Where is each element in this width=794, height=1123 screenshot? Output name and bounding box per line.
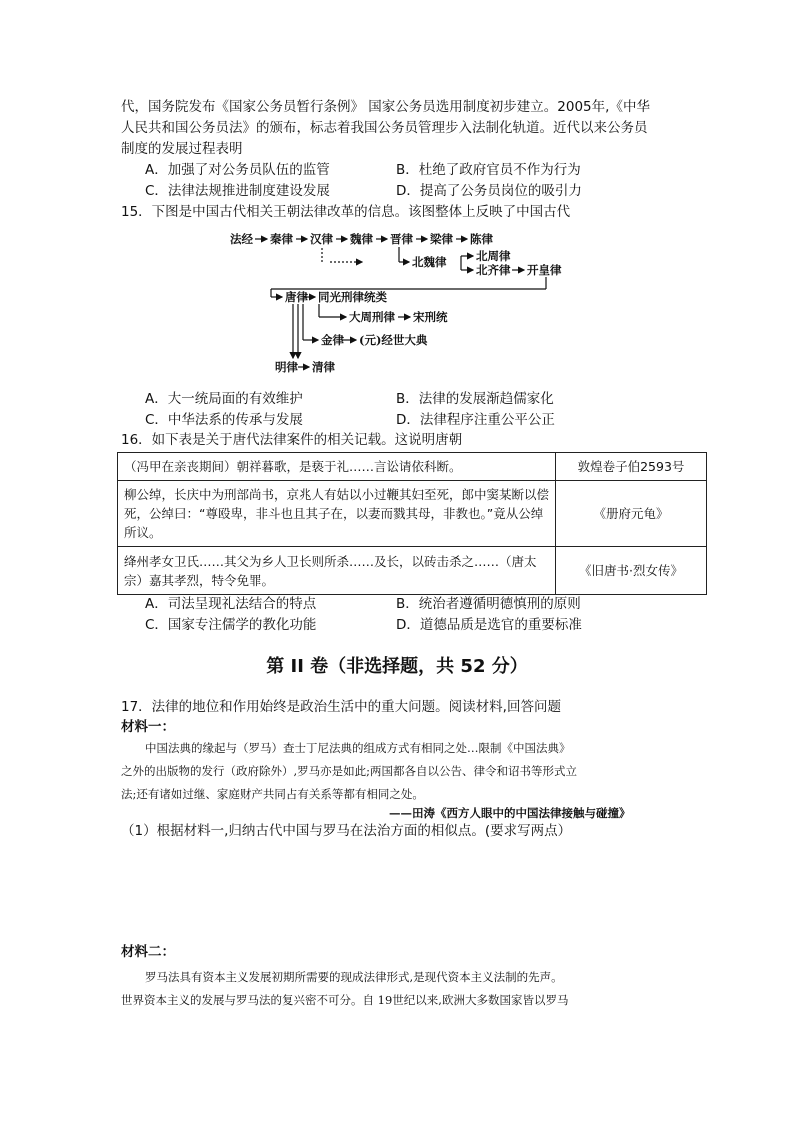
q14-option-a: A．加强了对公务员队伍的监管 [145,162,330,178]
node-tong-guang: 同光刑律统类 [318,290,387,304]
node-jin-lv-dynasty: 金律 [321,333,344,347]
q14-option-b: B．杜绝了政府官员不作为行为 [396,162,581,178]
q15-option-d: D．法律程序注重公平公正 [396,412,555,428]
q16-option-a: A．司法呈现礼法结合的特点 [145,596,317,612]
q16-option-b: B．统治者遵循明德慎刑的原则 [396,596,581,612]
case-text: （冯甲在亲丧期间）朝祥暮歌，是亵于礼……言讼请依科断。 [118,453,556,481]
material-1-source: ——田涛《西方人眼中的中国法律接触与碰撞》 [389,806,631,820]
table-row [118,453,707,481]
case-text: 绛州孝女卫氏……其父为乡人卫长则所杀……及长，以砖击杀之……（唐太宗）嘉其孝烈，特令免罪。 [118,547,556,595]
law-evolution-diagram [0,0,794,400]
q16-option-c: C．国家专注儒学的教化功能 [145,617,317,633]
node-wei-lv: 魏律 [350,232,373,246]
table-row [118,547,707,595]
node-bei-qi-lv: 北齐律 [476,263,511,277]
q16-option-d: D．道德品质是选官的重要标准 [396,617,582,633]
node-da-zhou: 大周刑律 [349,310,395,324]
node-kai-huang-lv: 开皇律 [527,263,562,277]
node-qin-lv: 秦律 [270,232,293,246]
case-text: 柳公绰，长庆中为刑部尚书，京兆人有姑以小过鞭其妇至死，郎中窦某断以偿死，公绰曰：“尊殴卑，非斗也且其子在，以妻而戮其母，非教也。”竟从公绰所议。 [118,481,556,547]
case-source: 《册府元龟》 [556,481,707,547]
q16-table [117,452,707,595]
table-row [118,481,707,547]
node-fajing: 法经 [230,232,253,246]
material-1-line-1: 中国法典的缘起与（罗马）查士丁尼法典的组成方式有相同之处…限制《中国法典》 [145,741,571,755]
case-source: 《旧唐书·烈女传》 [556,547,707,595]
q14-line-1: 代，国务院发布《国家公务员暂行条例》 国家公务员选用制度初步建立。2005年,《中华 [121,99,650,115]
node-song-xing-tong: 宋刑统 [413,310,448,324]
q15-option-a: A．大一统局面的有效维护 [145,391,303,407]
q15-option-c: C．中华法系的传承与发展 [145,412,303,428]
node-liang-lv: 梁律 [430,232,453,246]
section-title: 第 II 卷（非选择题，共 52 分） [266,656,528,677]
q15-option-b: B．法律的发展渐趋儒家化 [396,391,554,407]
q17-sub-1: （1）根据材料一,归纳古代中国与罗马在法治方面的相似点。(要求写两点） [121,823,572,839]
q14-line-2: 人民共和国公务员法》的颁布，标志着我国公务员管理步入法制化轨道。近代以来公务员 [121,120,648,136]
q15-stem: 15．下图是中国古代相关王朝法律改革的信息。该图整体上反映了中国古代 [121,204,571,220]
node-han-lv: 汉律 [310,232,333,246]
q14-line-3: 制度的发展过程表明 [121,141,243,157]
q17-stem: 17．法律的地位和作用始终是政治生活中的重大问题。阅读材料,回答问题 [121,699,561,715]
node-yuan-jingshi: (元)经世大典 [359,333,428,347]
material-2-label: 材料二： [121,944,175,960]
node-chen-lv: 陈律 [470,232,493,246]
material-1-line-3: 法;还有诸如过继、家庭财产共同占有关系等都有相同之处。 [121,787,424,801]
q14-option-d: D．提高了公务员岗位的吸引力 [396,183,582,199]
q16-stem: 16．如下表是关于唐代法律案件的相关记载。这说明唐朝 [121,432,463,448]
node-bei-wei-lv: 北魏律 [412,255,447,269]
case-source: 敦煌卷子伯2593号 [556,453,707,481]
material-1-label: 材料一： [121,719,175,735]
node-tang-lv: 唐律 [285,290,308,304]
material-2-line-2: 世界资本主义的发展与罗马法的复兴密不可分。自 19世纪以来,欧洲大多数国家皆以罗马 [121,993,569,1007]
node-qing-lv: 清律 [312,360,335,374]
q14-option-c: C．法律法规推进制度建设发展 [145,183,330,199]
node-ming-lv: 明律 [275,360,298,374]
material-2-line-1: 罗马法具有资本主义发展初期所需要的现成法律形式,是现代资本主义法制的先声。 [145,970,563,984]
node-jin-lv: 晋律 [390,232,413,246]
material-1-line-2: 之外的出版物的发行（政府除外）,罗马亦是如此;两国都各自以公告、律令和诏书等形式立 [121,764,578,778]
node-bei-zhou-lv: 北周律 [476,249,511,263]
